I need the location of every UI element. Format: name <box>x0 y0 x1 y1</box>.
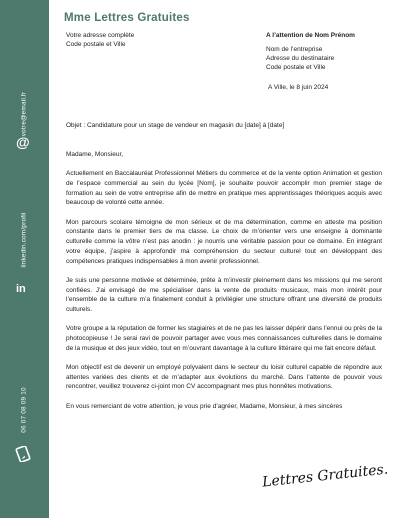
letter-body <box>66 150 382 421</box>
recipient-address: Adresse du destinataire <box>266 55 335 62</box>
letter-object: Objet : Candidature pour un stage de vendeur en magasin du [date] à [date] <box>66 122 285 129</box>
recipient-block <box>266 31 355 72</box>
linkedin-icon: in <box>16 283 26 295</box>
paragraph: En vous remerciant de votre attention, je vous prie d’agréer, Madame, Monsieur, à mes sincères <box>66 402 343 410</box>
sender-address-block <box>66 31 134 49</box>
at-icon: @ <box>16 134 30 150</box>
paragraph: Mon objectif est de devenir un employé polyvalent dans le secteur du loisir culturel capable de répondre aux attentes variées des clients et de m’adapter aux évolutions du marché. Dans l’attente de pouvoir vous rencontrer, veuillez trouverez ci-joint mon CV accompagnant mes plus honnêtes motivations. <box>66 363 382 391</box>
recipient-company: Nom de l’entreprise <box>266 46 323 53</box>
paragraph: Je suis une personne motivée et déterminée, prête à m’investir pleinement dans les missions qui me seront confiées. J’ai envisagé de me spécialiser dans la vente de produits musicaux, mais mon intérêt pour l’ensemble de la culture m’a finalement conduit à privilégier une structure offrant une diversité de produits culturels. <box>66 276 382 313</box>
sidebar-email[interactable] <box>0 91 49 160</box>
phone-icon <box>15 446 31 467</box>
linkedin-text: linkedin.com/profil <box>20 212 28 268</box>
signature: Lettres Gratuites. <box>261 461 389 491</box>
recipient-attention: A l’attention de Nom Prénom <box>266 32 355 39</box>
sender-address: Votre adresse complète <box>66 32 135 39</box>
sidebar-linkedin[interactable] <box>0 205 49 325</box>
paragraph: Actuellement en Baccalauréat Professionnel Métiers du commerce et de la vente option Animation et gestion de l’espace commercial au sein du lycée [Nom], je souhaite pouvoir accomplir mon premier stage de formation au sein de votre entreprise afin de mettre en pratique mes apprentissages théoriques acquis avec beaucoup de volonté cette année. <box>66 170 382 207</box>
sender-postal: Code postale et Ville <box>66 41 126 48</box>
sidebar <box>0 0 49 518</box>
paragraph: Mon parcours scolaire témoigne de mon sérieux et de ma détermination, comme en atteste ma position constante dans le premier tiers de ma classe. Le choix de m’orienter vers une enseigne à dominante culturelle comme la vôtre n’est pas anodin : je nourris une véritable passion pour ce domaine. En intégrant votre équipe, j’aspire à approfondir ma compréhension du secteur culturel tout en développant des compétences pratiques indispensables à mon avenir professionnel. <box>66 218 382 265</box>
email-text: votre@email.fr <box>20 91 28 137</box>
sender-name: Mme Lettres Gratuites <box>64 12 190 24</box>
salutation: Madame, Monsieur, <box>66 151 124 158</box>
letter-date: A Ville, le 8 juin 2024 <box>268 84 329 91</box>
sidebar-phone[interactable] <box>0 380 49 470</box>
paragraph: Votre groupe a la réputation de former les stagiaires et de ne pas les laisser dépérir dans l’ennui ou près de la photocopieuse ! Je serai ravi de pouvoir partager avec vous mes connaissances culturelles dans le domaine de la musique et des jeux vidéo, tout en m’ouvrant davantage à la culture littéraire qui me fait encore défaut. <box>66 325 382 352</box>
recipient-postal: Code postale et Ville <box>266 64 326 71</box>
phone-text: 06 07 08 09 10 <box>20 387 28 433</box>
